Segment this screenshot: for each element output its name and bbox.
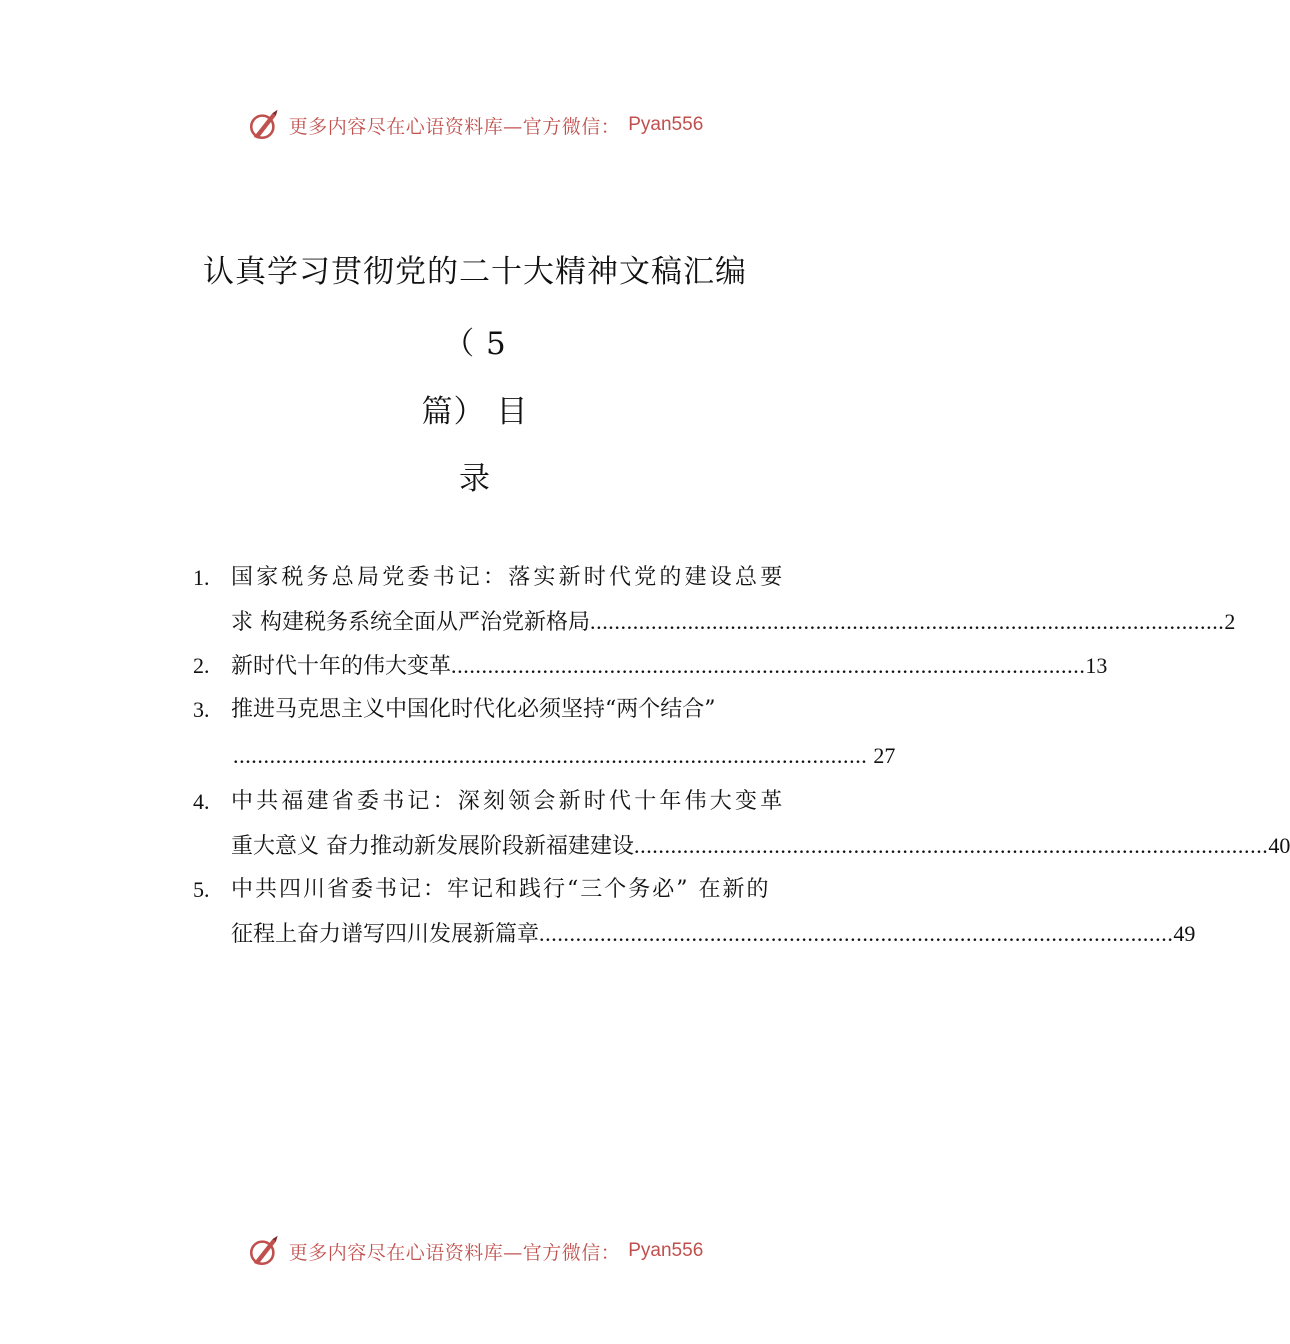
- title-line-2: （ 5: [443, 326, 507, 362]
- dot-leader: ........................................................................................................: [590, 609, 1225, 634]
- toc-item-page: 27: [873, 743, 896, 768]
- toc-item-number: 5.: [193, 877, 210, 902]
- toc-item-5[interactable]: [193, 868, 807, 912]
- toc-item-title: 中共四川省委书记：牢记和践行“三个务必” 在新的: [231, 877, 771, 902]
- toc-item-title-cont: 重大意义 奋力推动新发展阶段新福建建设: [231, 834, 634, 859]
- title-line-4: 录: [459, 461, 491, 497]
- toc-item-3-leader[interactable]: [193, 732, 896, 780]
- toc-item-page: 40: [1268, 833, 1290, 858]
- header-watermark: [0, 108, 950, 142]
- toc-item-number: 2.: [193, 653, 210, 678]
- dot-leader: ........................................................................................................: [233, 743, 868, 768]
- toc-item-title: 中共福建省委书记：深刻领会新时代十年伟大变革: [231, 789, 786, 814]
- document-title: 认真学习贯彻党的二十大精神文稿汇编: [203, 254, 747, 290]
- toc-item-number: 3.: [193, 697, 210, 722]
- toc-item-number: 4.: [193, 789, 210, 814]
- dot-leader: ........................................................................................................: [451, 653, 1086, 678]
- watermark-text: 更多内容尽在心语资料库—官方微信：: [288, 1241, 621, 1264]
- toc-item-3[interactable]: [193, 688, 807, 732]
- watermark-wechat-id: Pyan556: [628, 1240, 704, 1261]
- toc-item-number: 1.: [193, 565, 210, 590]
- footer-watermark: [0, 1234, 950, 1268]
- toc-item-title-cont: 求 构建税务系统全面从严治党新格局: [231, 610, 590, 635]
- toc-item-title: 推进马克思主义中国化时代化必须坚持“两个结合”: [231, 697, 716, 722]
- toc-item-1-continuation[interactable]: [193, 600, 1236, 644]
- toc-item-page: 49: [1173, 921, 1196, 946]
- dot-leader: ........................................................................................................: [539, 921, 1174, 946]
- pen-logo-icon: [247, 108, 281, 142]
- toc-item-title: 国家税务总局党委书记：落实新时代党的建设总要: [231, 565, 786, 590]
- title-line-3: 篇） 目: [421, 394, 529, 430]
- toc-item-2[interactable]: [193, 644, 1108, 688]
- watermark-wechat-id: Pyan556: [628, 114, 704, 135]
- table-of-contents: [193, 556, 1290, 956]
- toc-item-1[interactable]: [193, 556, 807, 600]
- pen-logo-icon: [247, 1234, 281, 1268]
- toc-item-5-continuation[interactable]: [193, 912, 1196, 956]
- toc-item-title: 新时代十年的伟大变革: [231, 654, 452, 679]
- toc-item-page: 2: [1224, 609, 1236, 634]
- dot-leader: ........................................................................................................: [634, 833, 1269, 858]
- watermark-text: 更多内容尽在心语资料库—官方微信：: [288, 115, 621, 138]
- toc-item-4-continuation[interactable]: [193, 824, 1290, 868]
- toc-item-page: 13: [1085, 653, 1108, 678]
- toc-item-4[interactable]: [193, 780, 807, 824]
- toc-item-title-cont: 征程上奋力谱写四川发展新篇章: [231, 922, 540, 947]
